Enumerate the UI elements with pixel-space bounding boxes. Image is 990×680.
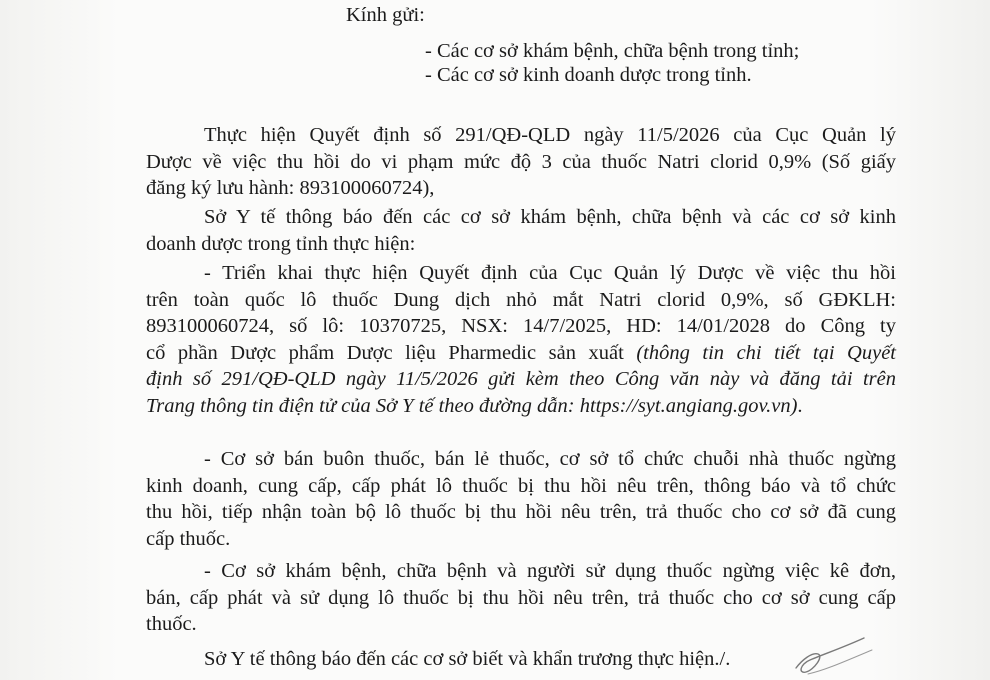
paragraph-line [146,393,896,420]
url-reference-italic: Trang thông tin điện tử của Sở Y tế theo đường dẫn: https://syt.angiang.gov.vn) [146,394,798,417]
paragraph-line: doanh dược trong tỉnh thực hiện: [146,232,416,255]
greeting: Kính gửi: [346,4,425,26]
closing-line: Sở Y tế thông báo đến các cơ sở biết và khẩn trương thực hiện./. [204,648,731,670]
paragraph-line [146,340,896,367]
paragraph-line: - Cơ sở khám bệnh, chữa bệnh và người sử dụng thuốc ngừng việc kê đơn, [204,560,896,582]
paragraph-line: bán, cấp phát và sử dụng lô thuốc bị thu hồi nêu trên, trả thuốc cho cơ sở cung cấp [146,586,896,609]
paragraph-line: Dược về việc thu hồi do vi phạm mức độ 3 của thuốc Natri clorid 0,9% (Số giấy [146,150,896,173]
paragraph-line: 893100060724, số lô: 10370725, NSX: 14/7/2025, HD: 14/01/2028 do Công ty [146,315,896,337]
paragraph-notice [146,204,896,257]
paragraph-line: cấp thuốc. [146,527,231,550]
paragraph-line: Thực hiện Quyết định số 291/QĐ-QLD ngày 11/5/2026 của Cục Quản lý [204,124,896,146]
paragraph-line: thu hồi, tiếp nhận toàn bộ lô thuốc bị thu hồi nêu trên, trả thuốc cho cơ sở đã cung [146,501,896,523]
manufacturer-text: cổ phần Dược phẩm Dược liệu Pharmedic sản xuất [146,341,637,364]
paragraph-line: định số 291/QĐ-QLD ngày 11/5/2026 gửi kèm theo Công văn này và đăng tải trên [146,368,896,390]
recipient-line: - Các cơ sở khám bệnh, chữa bệnh trong tỉnh; [425,40,800,62]
detail-info-italic: (thông tin chi tiết tại Quyết [636,341,897,364]
sentence-end: . [797,394,803,417]
paragraph-line: kinh doanh, cung cấp, cấp phát lô thuốc bị thu hồi nêu trên, thông báo và tổ chức [146,474,896,497]
paragraph-healthcare-facilities [146,558,896,638]
paragraph-line: - Triển khai thực hiện Quyết định của Cục Quản lý Dược về việc thu hồi [204,262,896,284]
paragraph-line: trên toàn quốc lô thuốc Dung dịch nhỏ mắt Natri clorid 0,9%, số GĐKLH: [146,288,896,311]
paragraph-line: Sở Y tế thông báo đến các cơ sở khám bệnh, chữa bệnh và các cơ sở kinh [204,206,896,228]
paragraph-decision-reference [146,122,896,202]
signature-mark-icon [768,630,878,680]
paragraph-wholesale-retail [146,446,896,552]
paragraph-line: đăng ký lưu hành: 893100060724), [146,177,435,199]
paragraph-line: thuốc. [146,613,197,635]
paragraph-recall-instruction [146,260,896,419]
recipient-line: - Các cơ sở kinh doanh dược trong tỉnh. [425,64,752,86]
paragraph-line: - Cơ sở bán buôn thuốc, bán lẻ thuốc, cơ sở tổ chức chuỗi nhà thuốc ngừng [204,448,896,470]
